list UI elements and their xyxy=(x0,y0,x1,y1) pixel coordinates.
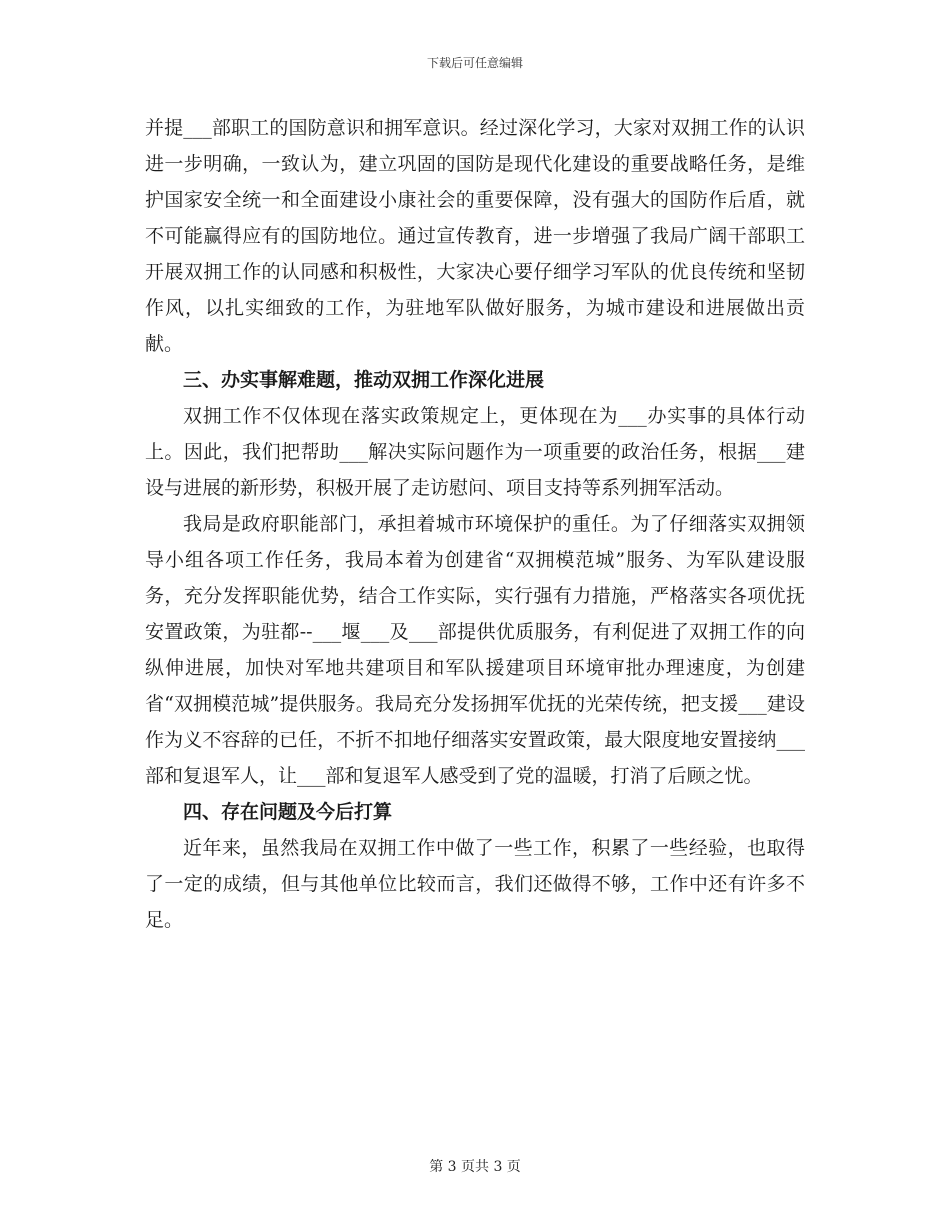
document-body xyxy=(145,110,805,938)
page-number: 第 3 页共 3 页 xyxy=(429,1159,521,1175)
page-header-note: 下载后可任意编辑 xyxy=(426,56,523,70)
section-heading: 四、存在问题及今后打算 xyxy=(183,801,393,823)
body-paragraph: 近年来，虽然我局在双拥工作中做了一些工作，积累了一些经验，也取得了一定的成绩，但与其他单位比较而言，我们还做得不够，工作中还有许多不足。 xyxy=(145,837,805,931)
body-paragraph: 我局是政府职能部门，承担着城市环境保护的重任。为了仔细落实双拥领导小组各项工作任务，我局本着为创建省“双拥模范城”服务、为军队建设服务，充分发挥职能优势，结合工作实际，实行强有力措施，严格落实各项优抚安置政策，为驻都--___堰___及___部提供优质服务，有利促进了双拥工作的向纵伸进展，加快对军地共建项目和军队援建项目环境审批办理速度，为创建省“双拥模范城”提供服务。我局充分发扬拥军优抚的光荣传统，把支援___建设作为义不容辞的已任，不折不扣地仔细落实安置政策，最大限度地安置接纳___部和复退军人，让___部和复退军人感受到了党的温暖，打消了后顾之忧。 xyxy=(145,513,805,787)
body-paragraph: 并提___部职工的国防意识和拥军意识。经过深化学习，大家对双拥工作的认识进一步明确，一致认为，建立巩固的国防是现代化建设的重要战略任务，是维护国家安全统一和全面建设小康社会的重要保障，没有强大的国防作后盾，就不可能赢得应有的国防地位。通过宣传教育，进一步增强了我局广阔干部职工开展双拥工作的认同感和积极性，大家决心要仔细学习军队的优良传统和坚韧作风，以扎实细致的工作，为驻地军队做好服务，为城市建设和进展做出贡献。 xyxy=(145,117,805,355)
body-paragraph: 双拥工作不仅体现在落实政策规定上，更体现在为___办实事的具体行动上。因此，我们把帮助___解决实际问题作为一项重要的政治任务，根据___建设与进展的新形势，积极开展了走访慰问、项目支持等系列拥军活动。 xyxy=(145,405,805,499)
section-heading: 三、办实事解难题，推动双拥工作深化进展 xyxy=(183,369,545,391)
